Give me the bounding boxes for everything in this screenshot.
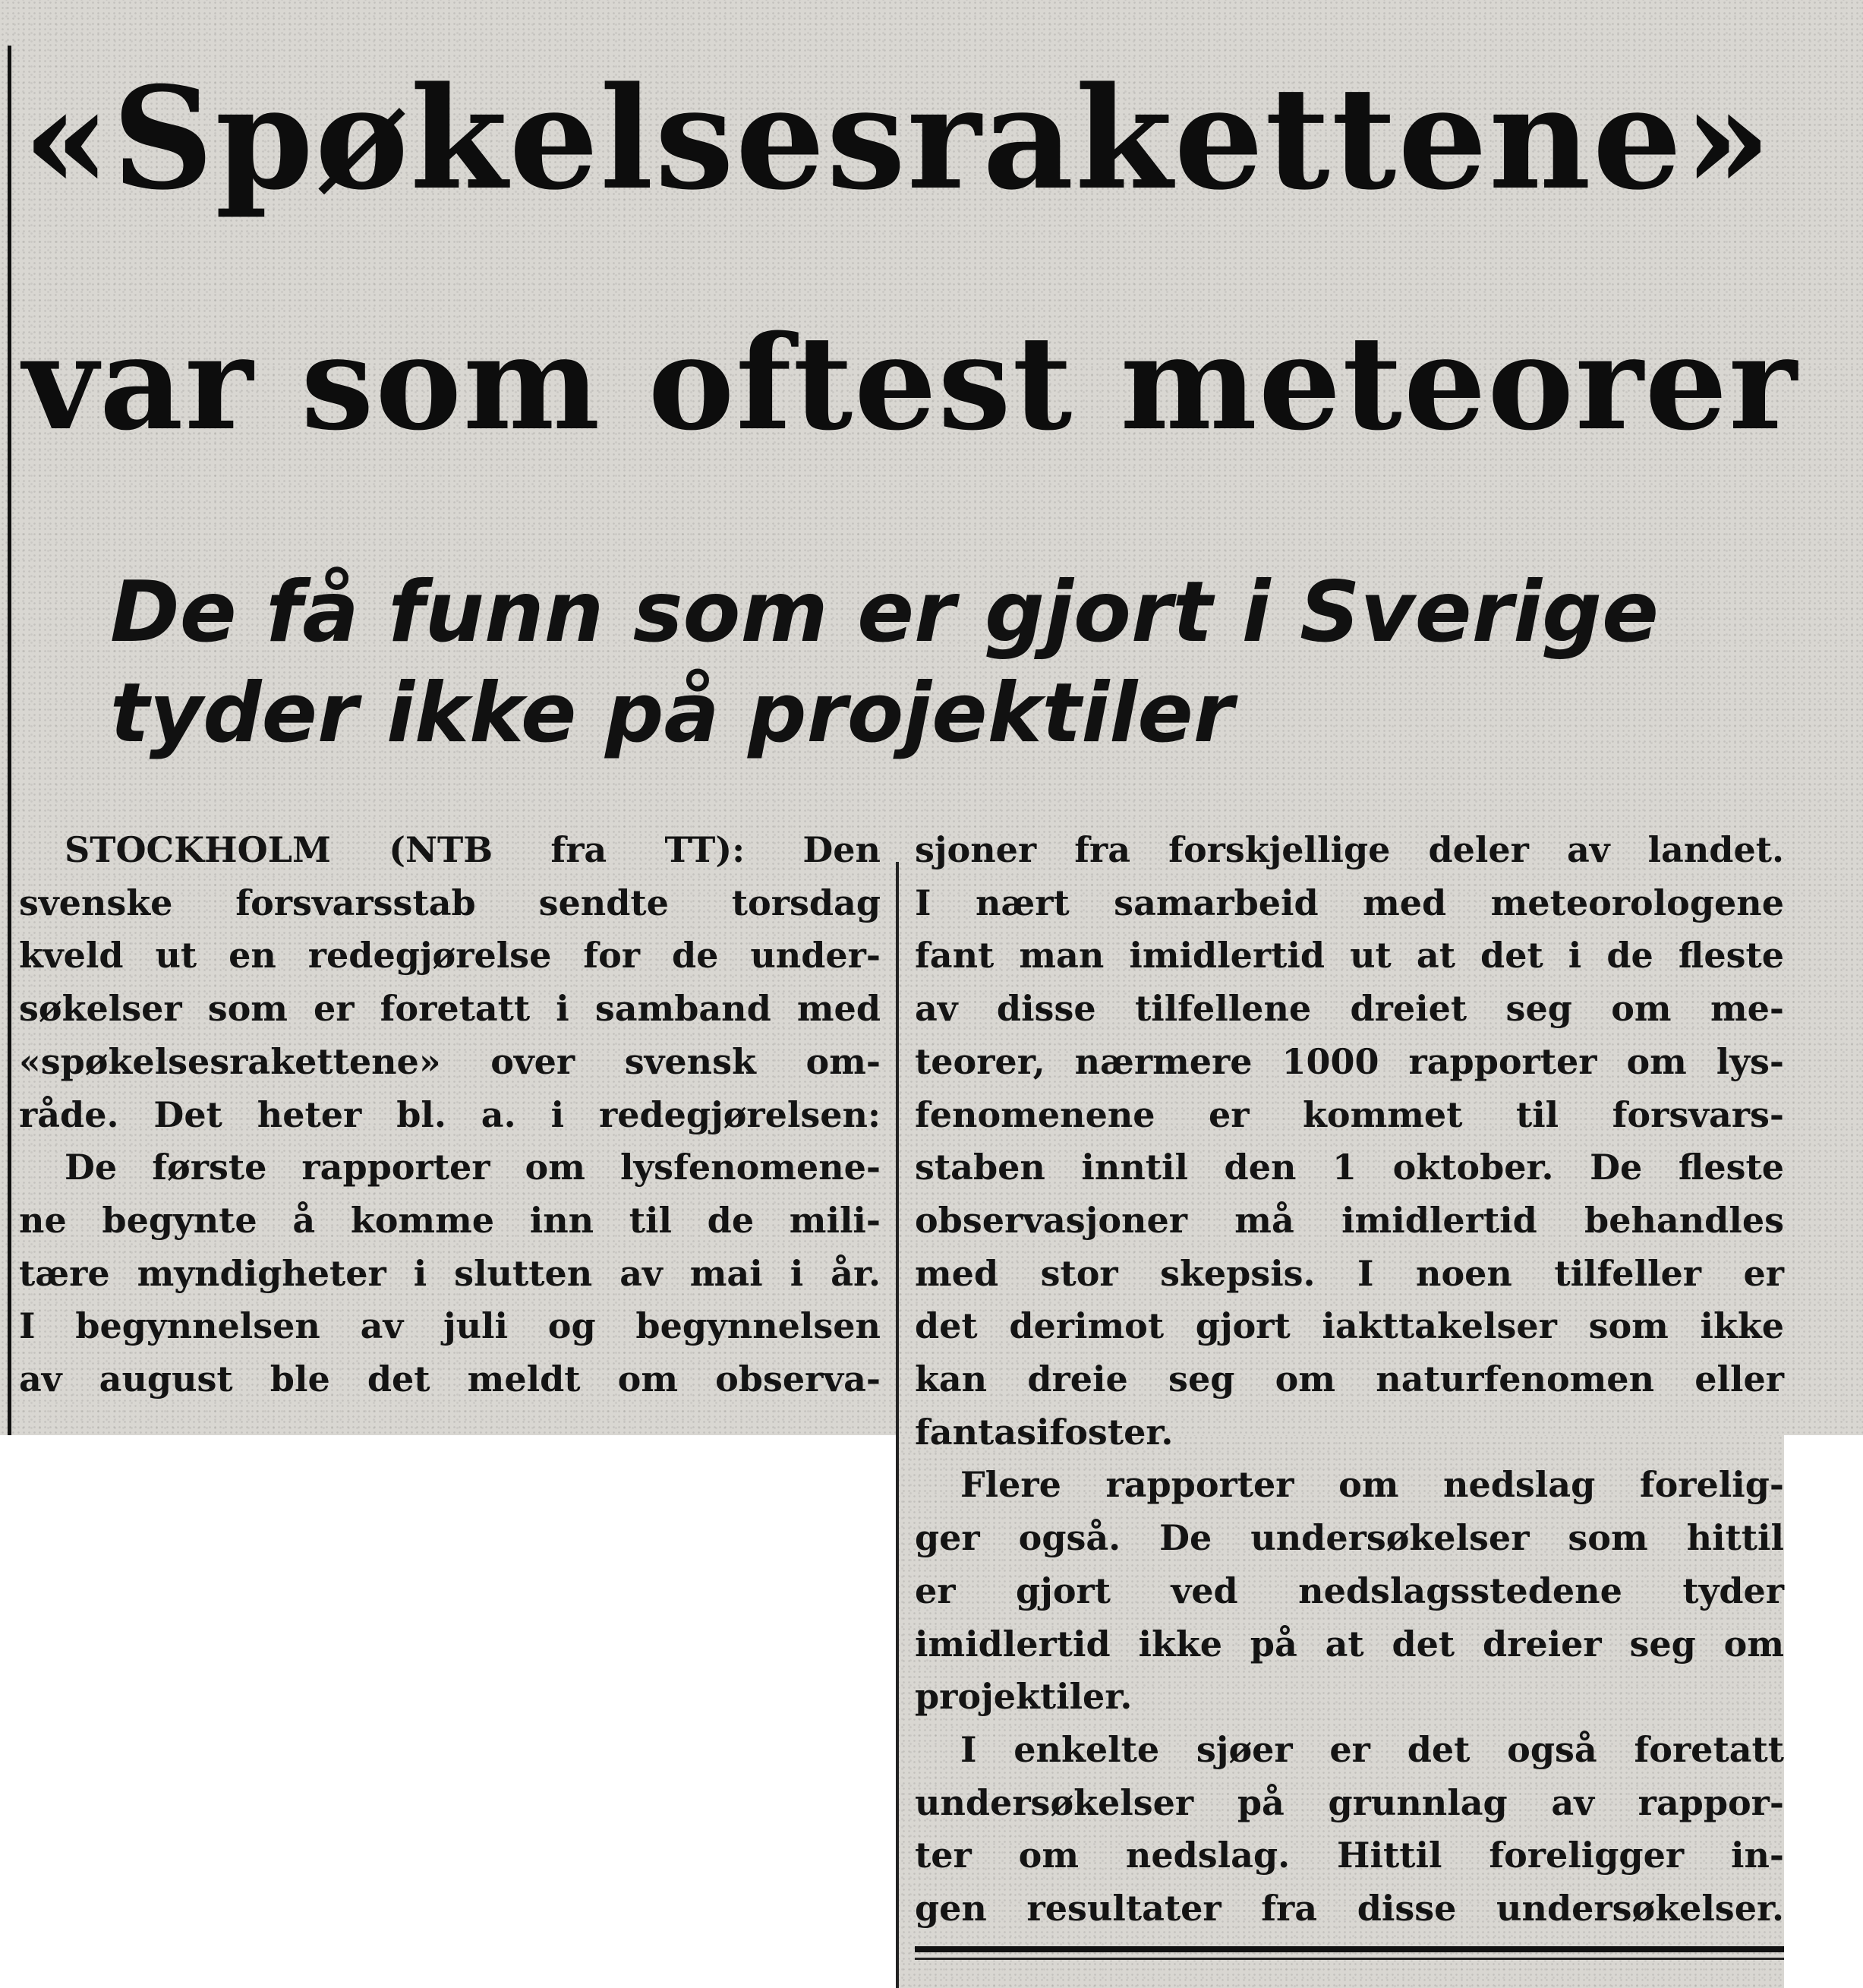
article-column-right bbox=[915, 824, 1784, 1936]
text-line: er gjort ved nedslagsstedene tyder bbox=[915, 1570, 1784, 1611]
headline-line-1: «Spøkelsesrakettene» bbox=[23, 55, 1773, 221]
text-line: av august ble det meldt om observa- bbox=[19, 1358, 881, 1400]
text-line: gen resultater fra disse undersøkelser. bbox=[915, 1888, 1784, 1930]
text-line: det derimot gjort iakttakelser som ikke bbox=[915, 1305, 1784, 1347]
text-line: staben inntil den 1 oktober. De fleste bbox=[915, 1147, 1784, 1188]
text-line: ne begynte å komme inn til de mili- bbox=[19, 1199, 881, 1241]
text-line: De første rapporter om lysfenomene- bbox=[65, 1147, 881, 1188]
text-line: fant man imidlertid ut at det i de fleste bbox=[915, 935, 1784, 977]
text-line: råde. Det heter bl. a. i redegjørelsen: bbox=[19, 1093, 881, 1135]
column-divider bbox=[896, 862, 899, 1988]
text-line: fantasifoster. bbox=[915, 1411, 1174, 1453]
text-line: I begynnelsen av juli og begynnelsen bbox=[19, 1305, 881, 1347]
subheadline-line-1: De få funn som er gjort i Sverige bbox=[110, 563, 1659, 661]
text-line: Flere rapporter om nedslag forelig- bbox=[960, 1464, 1784, 1506]
article-end-rule-thin bbox=[915, 1958, 1784, 1960]
text-line: teorer, nærmere 1000 rapporter om lys- bbox=[915, 1040, 1784, 1082]
text-line: med stor skepsis. I noen tilfeller er bbox=[915, 1252, 1784, 1294]
text-line: I nært samarbeid med meteorologene bbox=[915, 882, 1784, 923]
text-line: kveld ut en redegjørelse for de under- bbox=[19, 935, 881, 977]
headline-line-2: var som oftest meteorer bbox=[23, 308, 1798, 459]
text-line: svenske forsvarsstab sendte torsdag bbox=[19, 882, 881, 923]
text-line: sjoner fra forskjellige deler av landet. bbox=[915, 829, 1784, 870]
text-line: ger også. De undersøkelser som hittil bbox=[915, 1517, 1784, 1559]
text-line: STOCKHOLM (NTB fra TT): Den bbox=[65, 829, 881, 870]
left-column-rule bbox=[8, 46, 11, 1435]
article-column-left bbox=[19, 824, 881, 1406]
text-line: imidlertid ikke på at det dreier seg om bbox=[915, 1623, 1784, 1665]
text-line: tære myndigheter i slutten av mai i år. bbox=[19, 1252, 881, 1294]
text-line: søkelser som er foretatt i samband med bbox=[19, 988, 881, 1030]
article-end-rule bbox=[915, 1946, 1784, 1952]
subheadline-line-2: tyder ikke på projektiler bbox=[110, 665, 1234, 761]
text-line: «spøkelsesrakettene» over svensk om- bbox=[19, 1040, 881, 1082]
text-line: projektiler. bbox=[915, 1676, 1133, 1718]
text-line: ter om nedslag. Hittil foreligger in- bbox=[915, 1835, 1784, 1876]
text-line: observasjoner må imidlertid behandles bbox=[915, 1199, 1784, 1241]
text-line: kan dreie seg om naturfenomen eller bbox=[915, 1358, 1784, 1400]
text-line: av disse tilfellene dreiet seg om me- bbox=[915, 988, 1784, 1030]
text-line: fenomenene er kommet til forsvars- bbox=[915, 1093, 1784, 1135]
text-line: I enkelte sjøer er det også foretatt bbox=[960, 1728, 1784, 1770]
text-line: undersøkelser på grunnlag av rappor- bbox=[915, 1781, 1784, 1823]
